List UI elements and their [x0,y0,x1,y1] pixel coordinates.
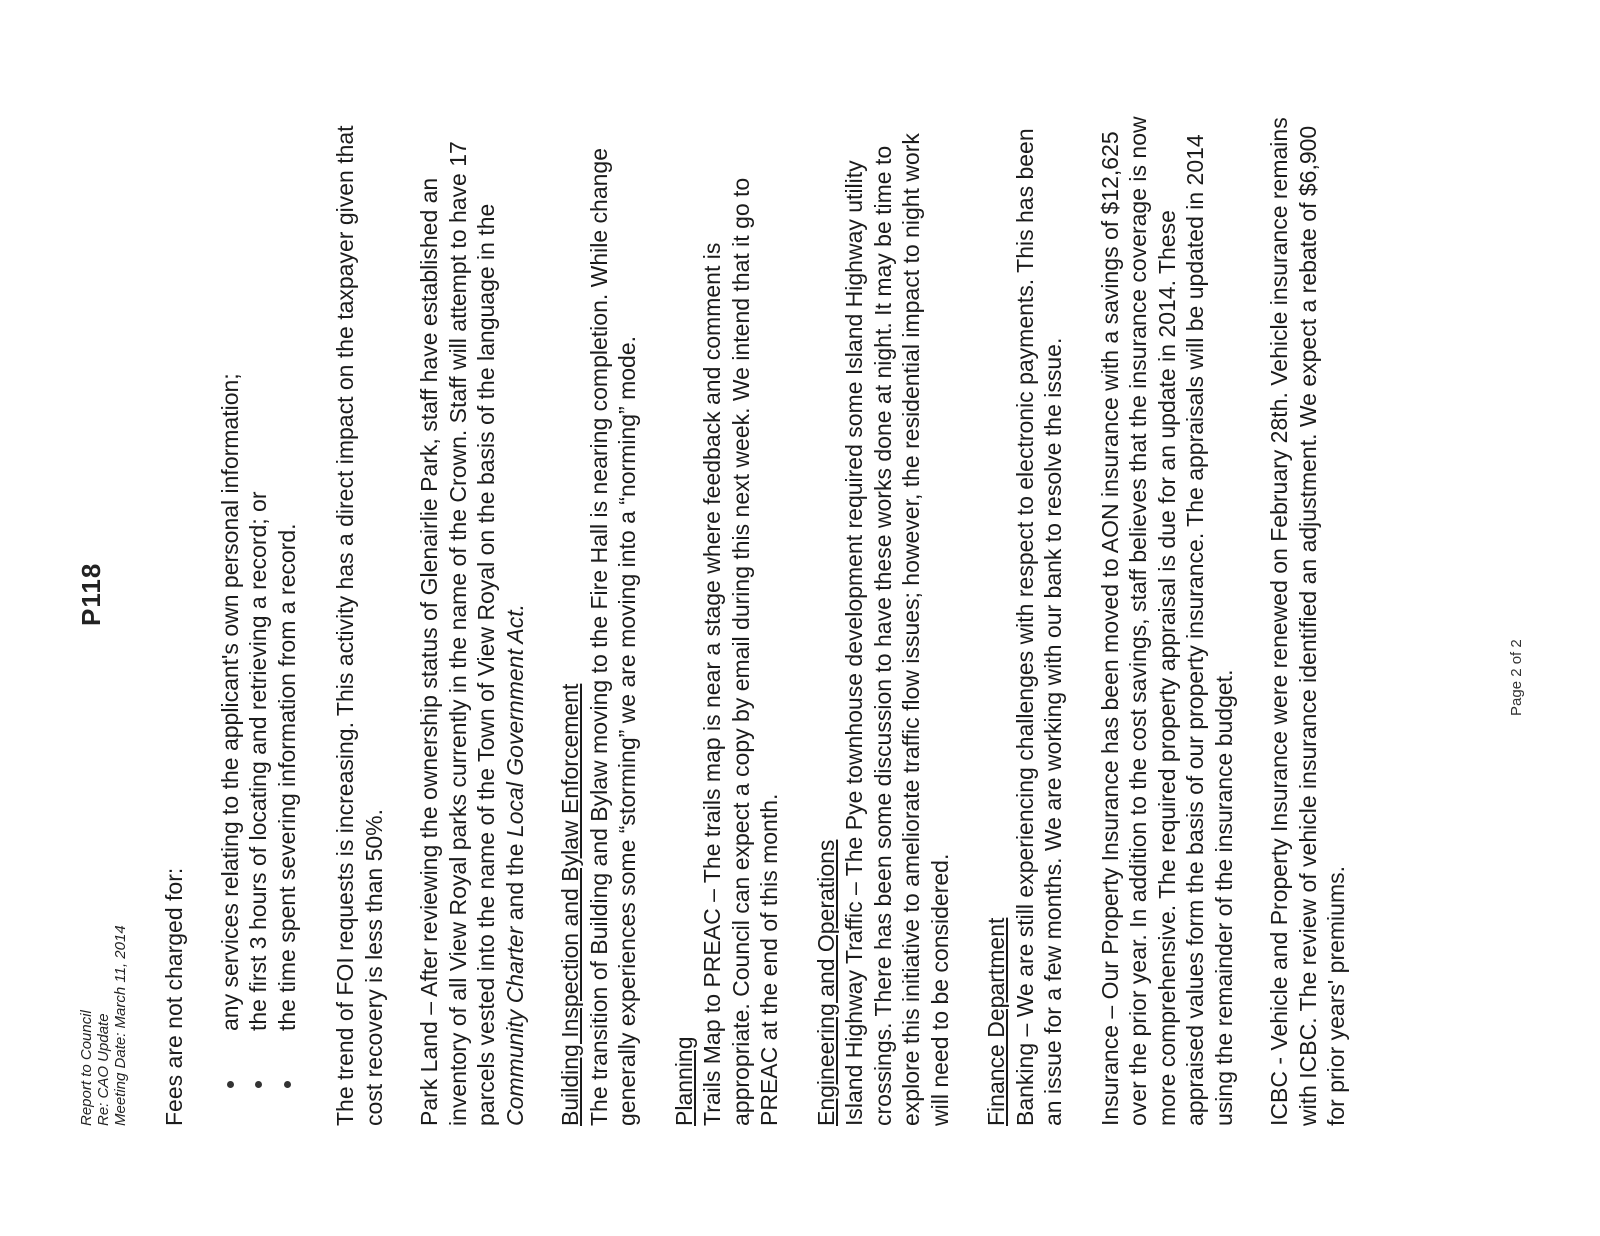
building-section-text: The transition of Building and Bylaw moving to the Fire Hall is nearing completion. While change generally experiences some “storming” we are moving into a “norming” mode. [585,147,640,1126]
report-body [160,116,1378,1126]
fees-bullet-text: any services relating to the applicant's own personal information; [216,373,243,1031]
community-charter-ref: Community Charter [501,926,528,1126]
engineering-section-title: Engineering and Operations [812,839,839,1126]
building-section [556,116,642,1126]
fees-bullet-item [216,116,245,1126]
fees-bullet-text: the first 3 hours of locating and retrieving a record; or [245,491,271,1031]
page-code: P118 [76,562,106,626]
local-government-act-ref: Local Government Act. [501,603,528,838]
header-re: Re: CAO Update [95,1013,112,1126]
fees-bullet-list [216,116,302,1126]
planning-section-text: Trails Map to PREAC – The trails map is near a stage where feedback and comment is appropriate. Council can expect a copy by email during this next week. We intend that it go to PREAC at the end of this month. [699,177,782,1126]
engineering-section [812,116,955,1126]
building-section-title: Building Inspection and Bylaw Enforcement [557,683,583,1126]
park-land-paragraph [415,116,529,1126]
fees-bullet-item [273,116,302,1126]
finance-section [982,116,1068,1126]
insurance-paragraph: Insurance – Our Property Insurance has been moved to AON insurance with a savings of $12,625 over the prior year. In addition to the cost savings, staff believes that the insurance coverage is now more comprehensive. The required property appraisal is due for an update in 2014. These appraised values form the basis of our property insurance. The appraisals will be updated in 2014 using the remainder of the insurance budget. [1096,116,1237,1126]
planning-section [670,116,784,1126]
finance-section-title: Finance Department [983,917,1009,1126]
engineering-section-text: Island Highway Traffic – The Pye townhouse development required some Island Highway utility crossings. There has been some discussion to have these works done at night. It may be time to explore this initiative to ameliorate traffic flow issues; however, the residential impact to night work will need to be considered. [841,133,953,1126]
fees-bullet-item [244,116,273,1126]
bullet-dot-icon [255,1081,262,1088]
icbc-paragraph: ICBC - Vehicle and Property Insurance were renewed on February 28th. Vehicle insurance remains with ICBC. The review of vehicle insurance identified an adjustment. We expect a rebate of $6,900 for prior years' premiums. [1266,117,1349,1126]
bullet-dot-icon [284,1081,291,1088]
report-header [78,925,129,1126]
header-meeting-date: Meeting Date: March 11, 2014 [112,925,129,1126]
bullet-dot-icon [227,1081,234,1088]
fees-bullet-text: the time spent severing information from a record. [273,523,300,1031]
header-report-to: Report to Council [78,1010,95,1126]
finance-section-text: Banking – We are still experiencing challenges with respect to electronic payments. This has been an issue for a few months. We are working with our bank to resolve the issue. [1011,128,1066,1126]
fees-lead: Fees are not charged for: [161,867,187,1126]
planning-section-title: Planning [670,1036,697,1126]
foi-trend-paragraph: The trend of FOI requests is increasing. This activity has a direct impact on the taxpayer given that cost recovery is less than 50%. [332,125,387,1126]
park-land-text: Park Land – After reviewing the ownership status of Glenairlie Park, staff have established an inventory of all View Royal parks currently in the name of the Crown. Staff will attempt to have 17 parcels vested into the name of the Town of View Royal on the basis of the language in the [416,141,499,1126]
park-land-and: and the [501,837,528,927]
page-number-footer: Page 2 of 2 [1508,639,1525,716]
